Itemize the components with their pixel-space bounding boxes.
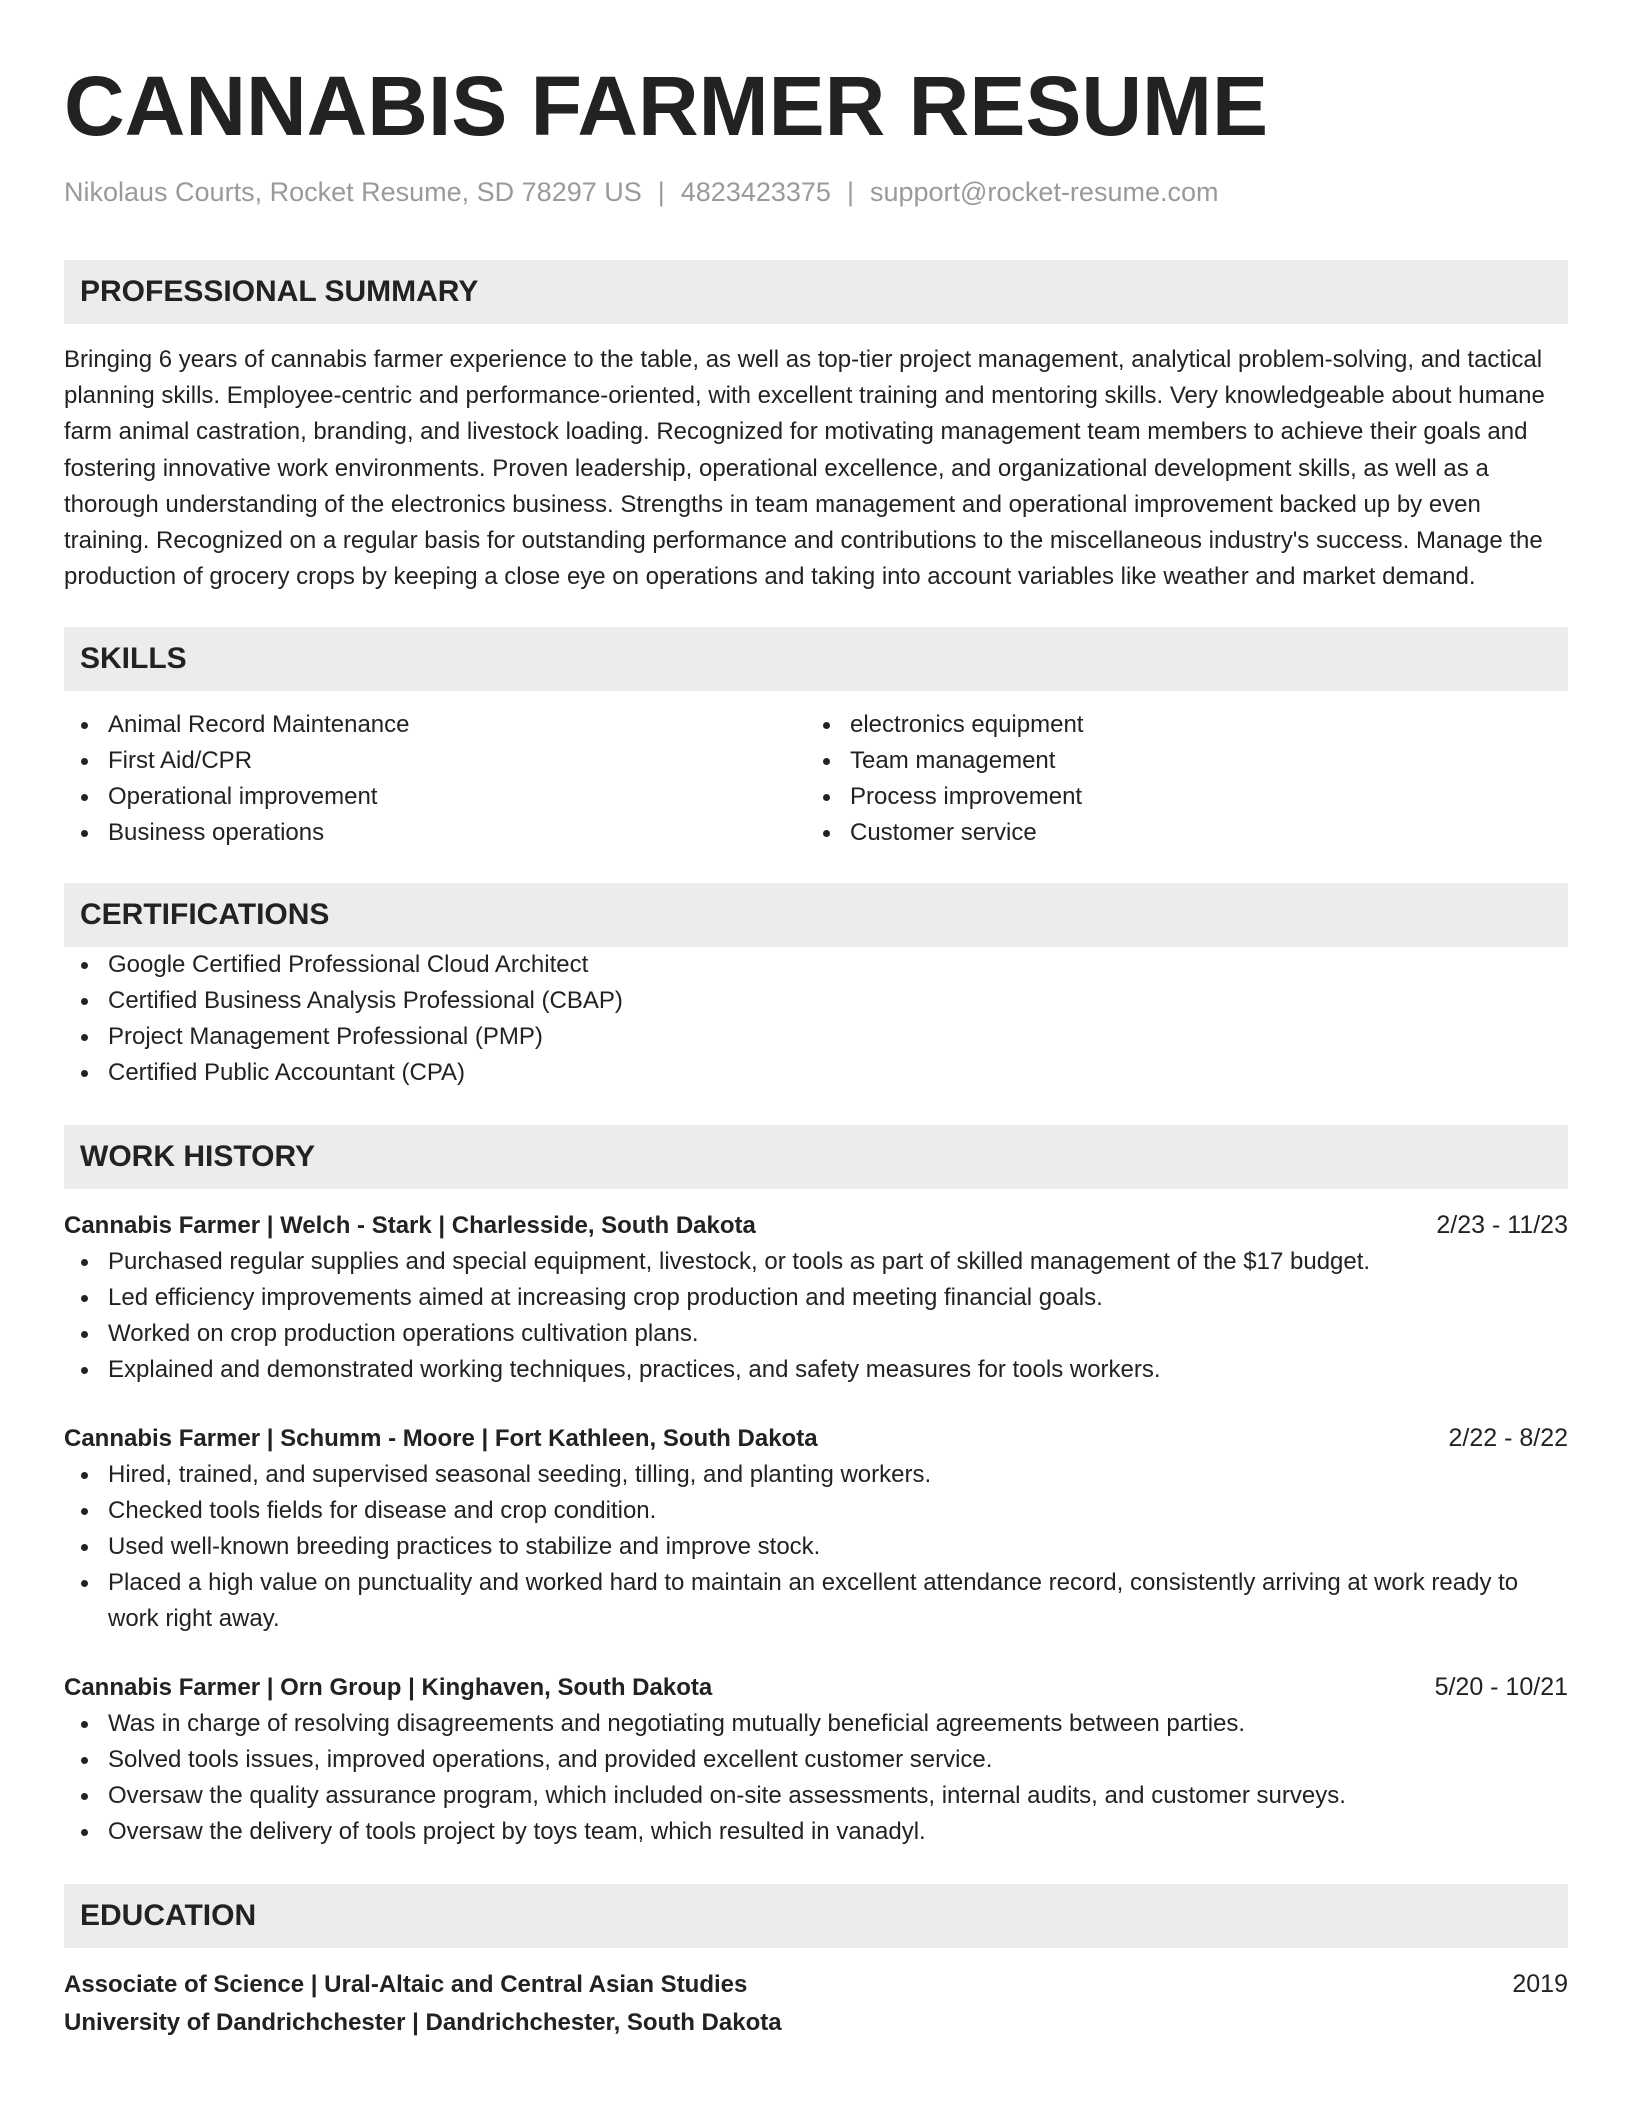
skills-column-left (64, 707, 806, 851)
job-entry (64, 1207, 1568, 1388)
job-header (64, 1207, 1568, 1244)
education-school: University of Dandrichchester | Dandrichchester, South Dakota (64, 2009, 782, 2037)
skills-column-right (806, 707, 1548, 851)
education-year: 2019 (1512, 1970, 1568, 1999)
job-dates: 2/22 - 8/22 (1448, 1424, 1568, 1453)
job-bullet: Placed a high value on punctuality and worked hard to maintain an excellent attendance record, consistently arriving at work ready to work right away. (64, 1565, 1568, 1637)
contact-address: Nikolaus Courts, Rocket Resume, SD 78297 US (64, 177, 642, 207)
education-entry (64, 1966, 1568, 2041)
skills-list-right (806, 707, 1548, 851)
certification-item: Certified Public Accountant (CPA) (64, 1055, 1568, 1091)
job-entry (64, 1420, 1568, 1637)
skill-item: electronics equipment (806, 707, 1548, 743)
job-bullet: Purchased regular supplies and special equipment, livestock, or tools as part of skilled management of the $17 budget. (64, 1244, 1568, 1280)
skills-heading: SKILLS (64, 627, 1568, 691)
skill-item: Business operations (64, 815, 806, 851)
job-bullet: Oversaw the quality assurance program, which included on-site assessments, internal audits, and customer surveys. (64, 1778, 1568, 1814)
resume-page (64, 56, 1568, 2041)
skill-item: Team management (806, 743, 1548, 779)
skill-item: First Aid/CPR (64, 743, 806, 779)
job-bullet: Oversaw the delivery of tools project by toys team, which resulted in vanadyl. (64, 1814, 1568, 1850)
skill-item: Animal Record Maintenance (64, 707, 806, 743)
page-title: CANNABIS FARMER RESUME (64, 59, 1269, 153)
job-header (64, 1669, 1568, 1706)
certification-item: Certified Business Analysis Professional (CBAP) (64, 983, 1568, 1019)
job-dates: 5/20 - 10/21 (1434, 1673, 1568, 1702)
job-title: Cannabis Farmer | Welch - Stark | Charlesside, South Dakota (64, 1212, 756, 1240)
job-bullet: Worked on crop production operations cultivation plans. (64, 1316, 1568, 1352)
education-degree: Associate of Science | Ural-Altaic and Central Asian Studies (64, 1971, 748, 1999)
education-section (64, 1884, 1568, 2041)
contact-phone: 4823423375 (680, 177, 831, 207)
contact-email: support@rocket-resume.com (869, 177, 1219, 207)
skills-list-left (64, 707, 806, 851)
summary-text: Bringing 6 years of cannabis farmer experience to the table, as well as top-tier project management, analytical problem-solving, and tactical planning skills. Employee-centric and performance-oriented, with excellent training and mentoring skills. Very knowledgeable about humane farm animal castration, branding, and livestock loading. Recognized for motivating management team members to achieve their goals and fostering innovative work environments. Proven leadership, operational excellence, and organizational development skills, as well as a thorough understanding of the electronics business. Strengths in team management and operational improvement backed up by even training. Recognized on a regular basis for outstanding performance and contributions to the miscellaneous industry's success. Manage the production of grocery crops by keeping a close eye on operations and taking into account variables like weather and market demand. (64, 346, 1545, 591)
job-bullet: Explained and demonstrated working techniques, practices, and safety measures for tools workers. (64, 1352, 1568, 1388)
certifications-section (64, 883, 1568, 1091)
certification-item: Project Management Professional (PMP) (64, 1019, 1568, 1055)
summary-heading: PROFESSIONAL SUMMARY (64, 260, 1568, 324)
work-history-heading: WORK HISTORY (64, 1125, 1568, 1189)
skills-grid (64, 707, 1568, 851)
skills-section (64, 627, 1568, 851)
certifications-heading: CERTIFICATIONS (64, 883, 1568, 947)
job-bullet: Used well-known breeding practices to stabilize and improve stock. (64, 1529, 1568, 1565)
job-bullet: Solved tools issues, improved operations, and provided excellent customer service. (64, 1742, 1568, 1778)
job-entry (64, 1669, 1568, 1850)
certification-item: Google Certified Professional Cloud Architect (64, 947, 1568, 983)
skill-item: Customer service (806, 815, 1548, 851)
certifications-list (64, 947, 1568, 1091)
job-dates: 2/23 - 11/23 (1436, 1211, 1568, 1240)
contact-separator: | (846, 177, 854, 207)
job-bullet: Checked tools fields for disease and crop condition. (64, 1493, 1568, 1529)
job-bullets (64, 1457, 1568, 1637)
education-header (64, 1966, 1568, 2003)
work-history-section (64, 1125, 1568, 1850)
job-title: Cannabis Farmer | Orn Group | Kinghaven, South Dakota (64, 1674, 713, 1702)
job-bullet: Led efficiency improvements aimed at increasing crop production and meeting financial goals. (64, 1280, 1568, 1316)
skill-item: Operational improvement (64, 779, 806, 815)
summary-section (64, 260, 1568, 595)
job-bullets (64, 1706, 1568, 1850)
job-bullets (64, 1244, 1568, 1388)
job-title: Cannabis Farmer | Schumm - Moore | Fort Kathleen, South Dakota (64, 1425, 818, 1453)
contact-separator: | (657, 177, 665, 207)
job-bullet: Hired, trained, and supervised seasonal seeding, tilling, and planting workers. (64, 1457, 1568, 1493)
job-header (64, 1420, 1568, 1457)
skill-item: Process improvement (806, 779, 1548, 815)
contact-line (64, 174, 1568, 210)
job-bullet: Was in charge of resolving disagreements and negotiating mutually beneficial agreements between parties. (64, 1706, 1568, 1742)
education-heading: EDUCATION (64, 1884, 1568, 1948)
